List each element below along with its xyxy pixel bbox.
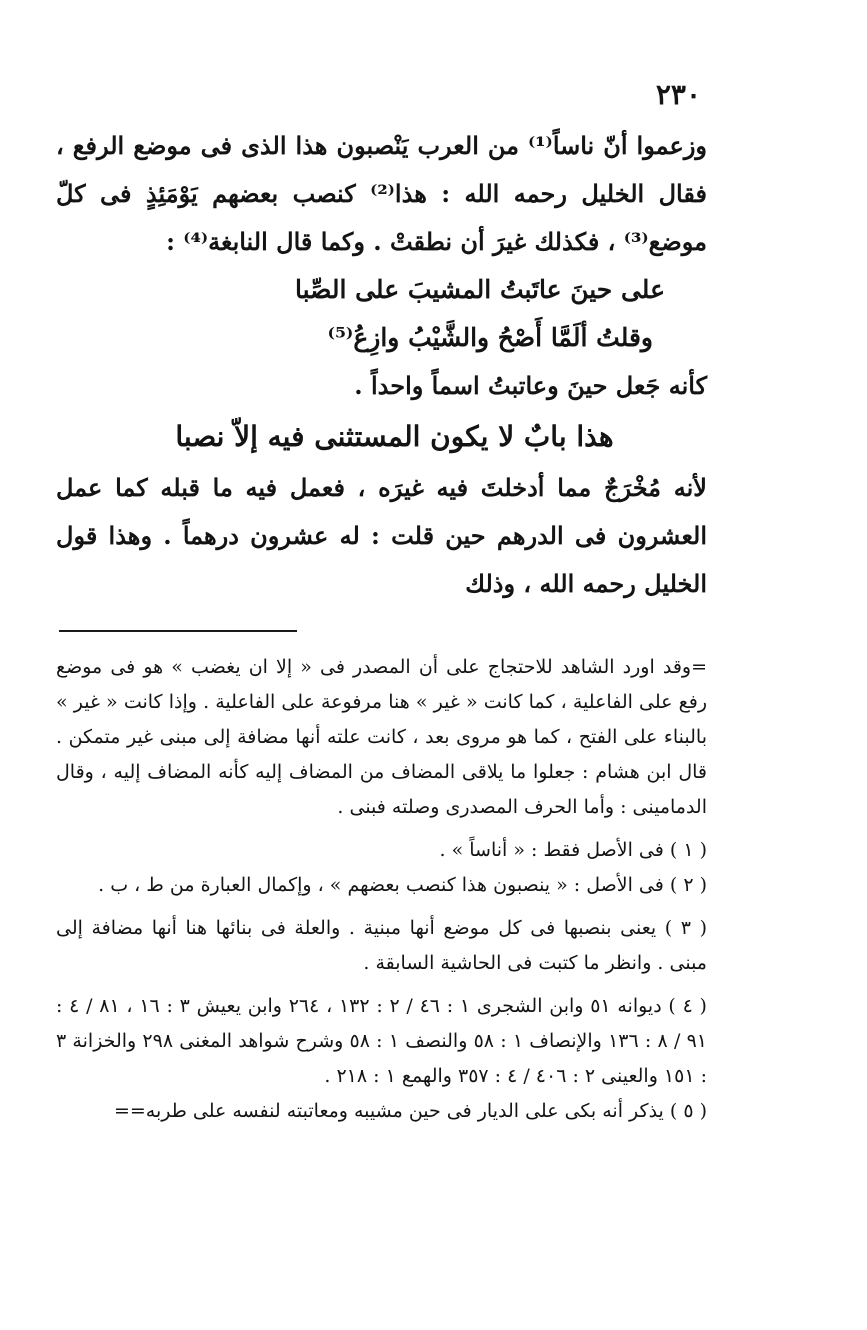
paragraph-3: لأنه مُخْرَجٌ مما أدخلتَ فيه غيرَه ، فعمل فيه ما قبله كما عمل العشرون فى الدرهم حين قلت : له عشرون درهماً . وهذا قول الخليل رحمه الله ، وذلك <box>56 473 707 598</box>
page-number: ٢٣٠ <box>655 78 701 111</box>
footnote-3: ( ٣ ) يعنى بنصبها فى كل موضع أنها مبنية . والعلة فى بنائها هنا أنها مضافة إلى مبنى . وانظر ما كتبت فى الحاشية السابقة . <box>56 917 707 974</box>
verse-line-1: على حينَ عاتَبتُ المشيبَ على الصِّبا <box>294 275 665 304</box>
main-text <box>56 122 739 608</box>
footnote-4: ( ٤ ) ديوانه ٥١ وابن الشجرى ١ : ٤٦ / ٢ : ١٣٢ ، ٢٦٤ وابن يعيش ٣ : ١٦ ، ٨١ / ٤ : ٩١ / ٨ : ١٣٦ والإنصاف ١ : ٥٨ والنصف ١ : ٥٨ وشرح شواهد المغنى ٢٩٨ والخزانة ٣ : ١٥١ والعينى ٢ : ٤٠٦ / ٤ : ٣٥٧ والهمع ١ : ٢١٨ . <box>56 995 708 1087</box>
paragraph-1: وزعموا أنّ ناساً⁽¹⁾ من العرب يَنْصبون هذا الذى فى موضع الرفع ، فقال الخليل رحمه الله : هذا⁽²⁾ كنصب بعضهم يَوْمَئِذٍ فى كلّ موضع⁽³⁾ ، فكذلك غيرَ أن نطقتْ . وكما قال النابغة⁽⁴⁾ : <box>56 131 707 256</box>
footnote-1: ( ١ ) فى الأصل فقط : « أناساً » . <box>439 839 707 861</box>
footnotes <box>56 650 739 1129</box>
verse-line-2: وقلتُ ألَمَّا أَصْحُ والشَّيْبُ وازِعُ⁽⁵⁾ <box>327 323 653 352</box>
footnote-separator <box>59 630 297 632</box>
footnote-5: ( ٥ ) يذكر أنه بكى على الديار فى حين مشيبه ومعاتبته لنفسه على طربه== <box>113 1100 707 1122</box>
section-heading: هذا بابٌ لا يكون المستثنى فيه إلاّ نصبا <box>175 420 614 453</box>
paragraph-2: كأنه جَعل حينَ وعاتبتُ اسماً واحداً . <box>354 371 707 400</box>
footnote-2: ( ٢ ) فى الأصل : « ينصبون هذا كنصب بعضهم » ، وإكمال العبارة من ط ، ب . <box>98 874 707 896</box>
footnote-carryover: =وقد اورد الشاهد للاحتجاج على أن المصدر فى « إلا ان يغضب » هو فى موضع رفع على الفاعلية ، كما كانت « غير » هنا مرفوعة على الفاعلية . وإذا كانت « غير » بالبناء على الفتح ، كما هو مروى بعد ، كانت علته أنها مضافة إلى مبنى غير متمكن . قال ابن هشام : جعلوا ما يلاقى المضاف من المضاف إليه كأنه المضاف إليه ، وقال الدمامينى : وأما الحرف المصدرى وصلته فبنى . <box>56 656 707 818</box>
